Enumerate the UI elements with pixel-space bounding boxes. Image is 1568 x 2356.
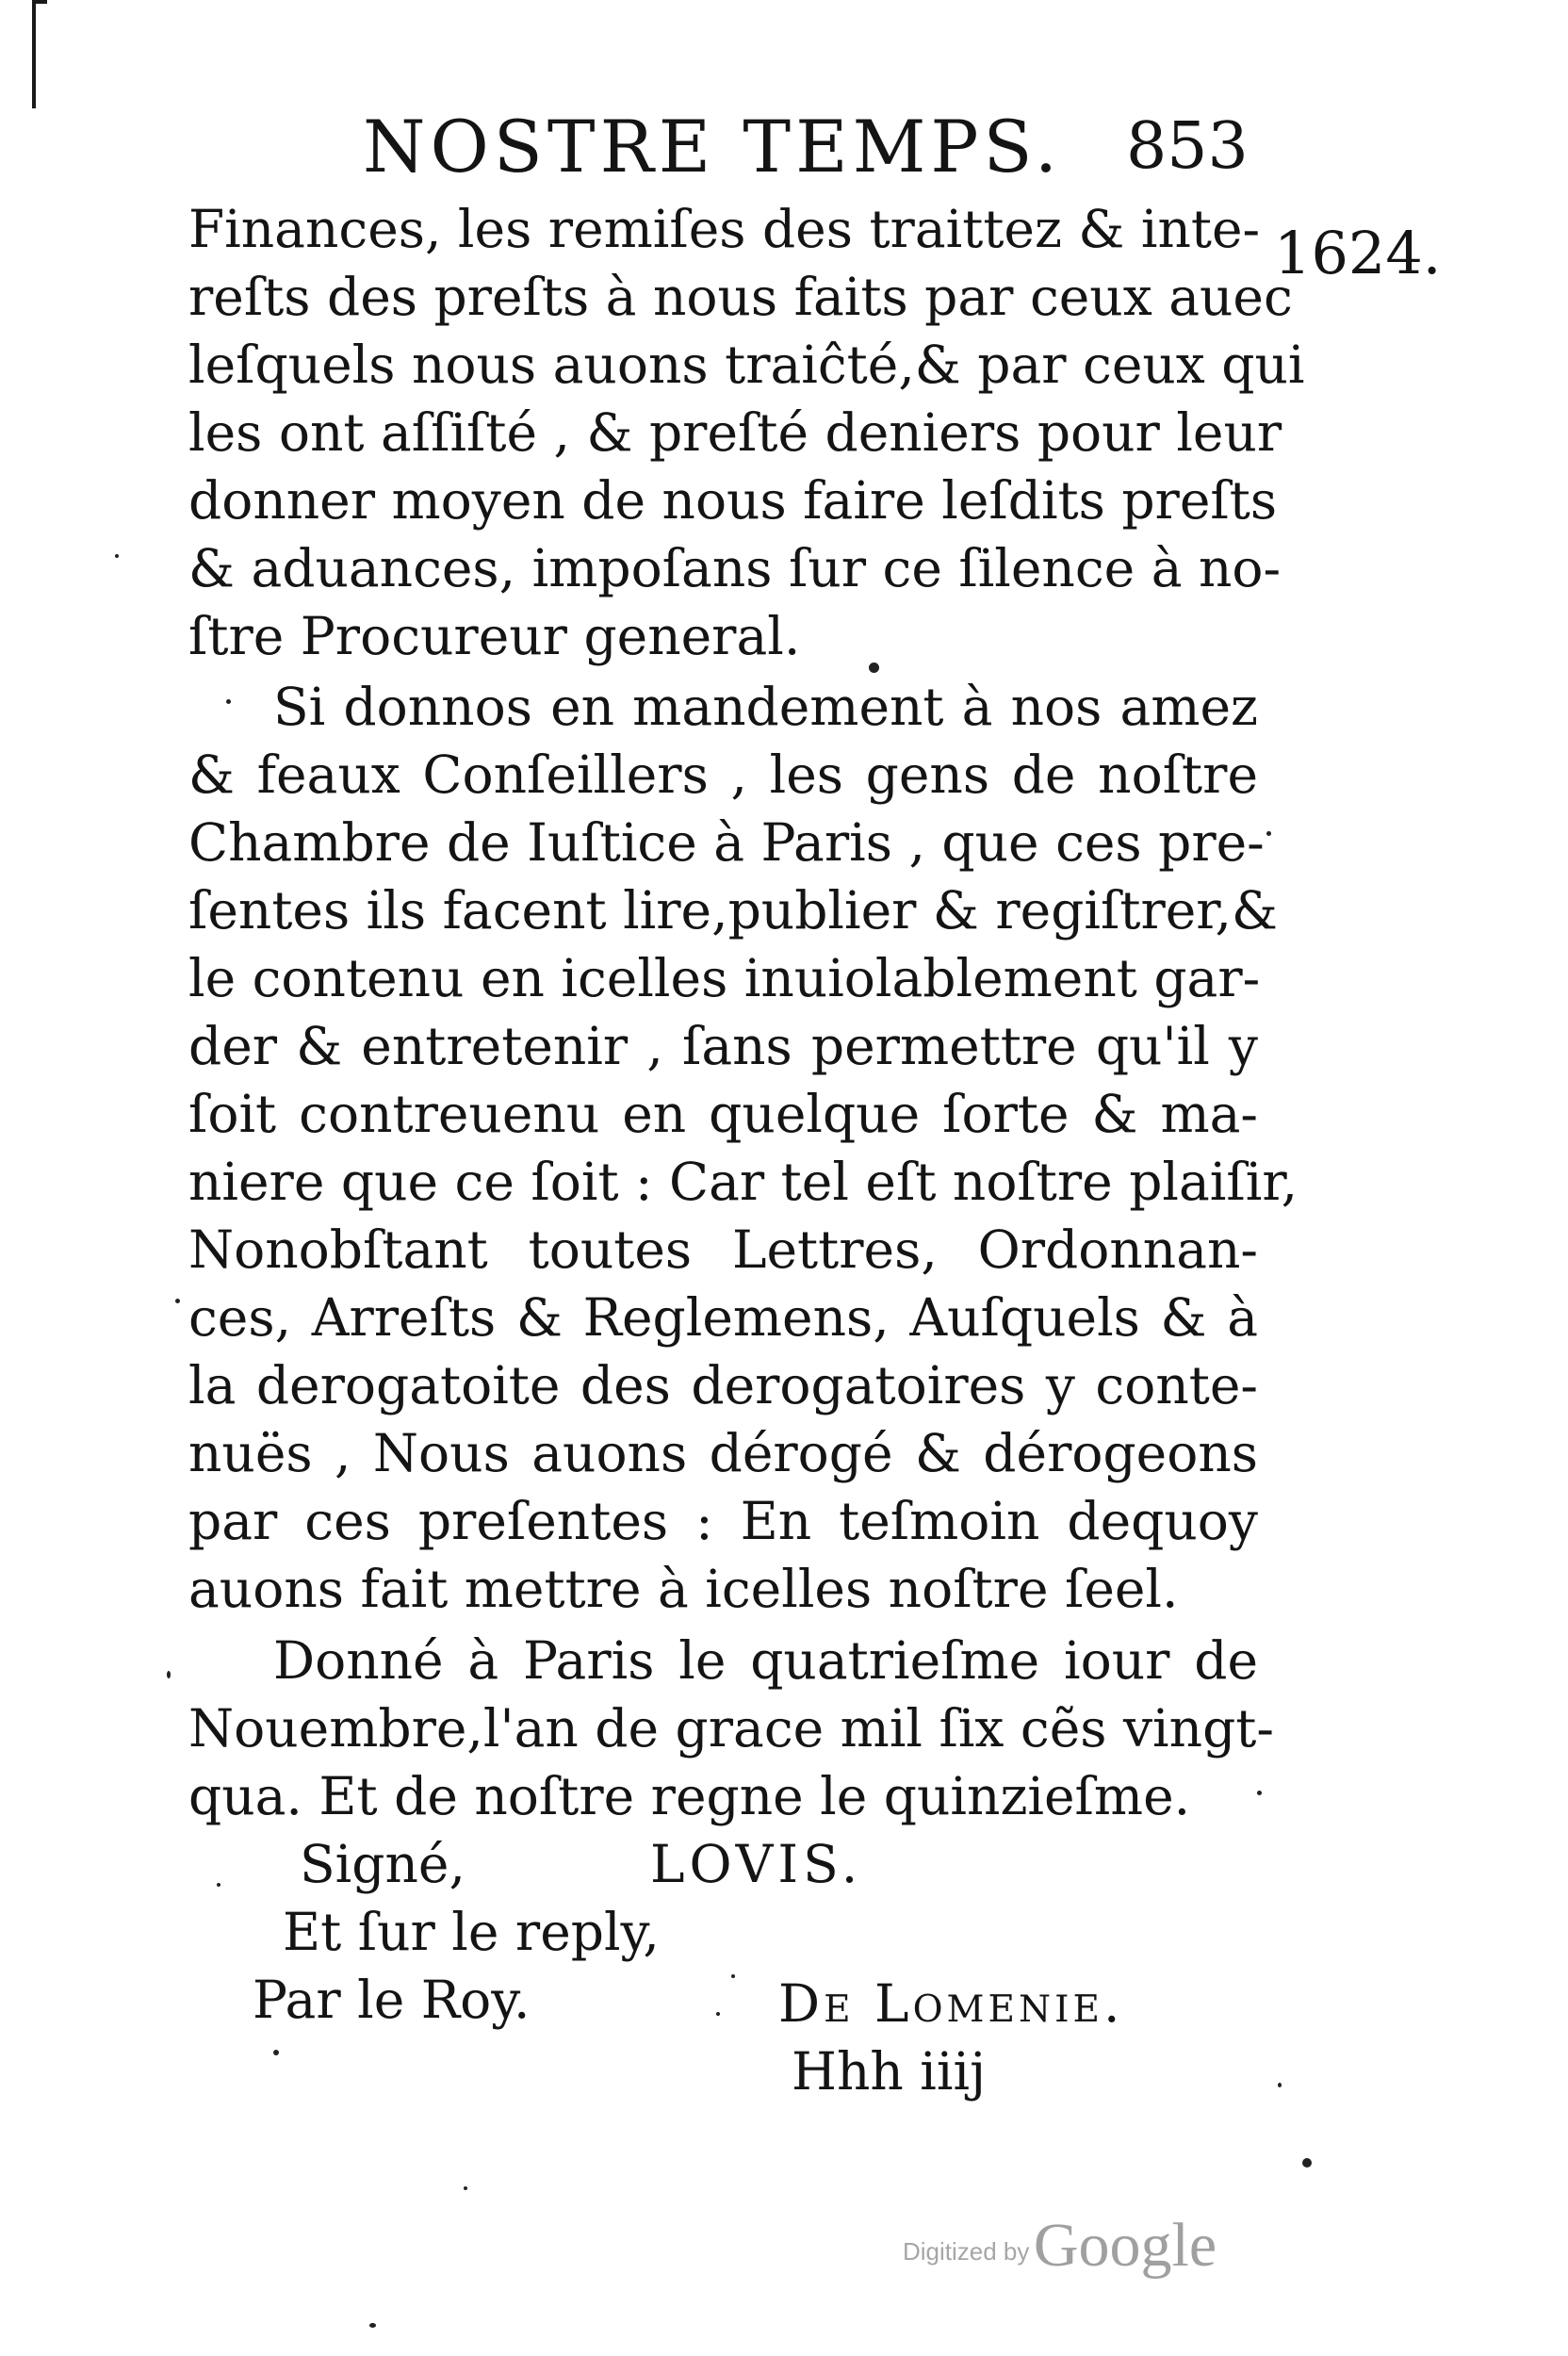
text-line: Si donnos en mandement à nos amez	[273, 677, 1258, 737]
text-line: & feaux Conſeillers , les gens de noſtre	[188, 744, 1258, 805]
running-title: NOSTRE TEMPS.	[363, 105, 1063, 188]
text-line: nuës , Nous auons dérogé & dérogeons	[188, 1423, 1258, 1483]
ink-speck	[1302, 2158, 1312, 2168]
text-line: ſoit contreuenu en quelque ſorte & ma-	[188, 1084, 1258, 1144]
text-line: ces, Arreſts & Reglemens, Auſquels & à	[188, 1287, 1258, 1348]
ink-speck	[217, 1883, 220, 1887]
margin-year-note: 1624.	[1274, 219, 1442, 287]
google-watermark	[903, 2210, 1217, 2282]
ink-speck	[167, 1671, 171, 1678]
ink-speck	[1266, 831, 1271, 836]
text-line: ſentes ils facent lire,publier & regiſtrer,&	[188, 880, 1278, 941]
text-line: niere que ce ſoit : Car tel eſt noſtre plaiſir,	[188, 1152, 1298, 1212]
reply-note: Et ſur le reply,	[283, 1902, 660, 1962]
text-line: qua. Et de noſtre regne le quinzieſme.	[188, 1766, 1191, 1826]
text-line: donner moyen de nous faire leſdits preſts	[188, 470, 1278, 531]
ink-speck	[369, 2323, 376, 2328]
page-edge-tick	[34, 0, 47, 4]
king-signature: LOVIS.	[650, 1834, 863, 1894]
google-logo: Google	[1033, 2211, 1217, 2280]
ink-speck	[731, 1974, 735, 1978]
page-edge-rule	[32, 0, 36, 108]
ink-speck	[115, 554, 119, 558]
text-line: Donné à Paris le quatrieſme iour de	[273, 1630, 1258, 1691]
text-line: Chambre de Iuſtice à Paris , que ces pre-	[188, 812, 1265, 873]
ink-speck	[1257, 1791, 1262, 1795]
text-line: le contenu en icelles inuiolablement gar-	[188, 948, 1261, 1008]
text-line: leſquels nous auons traiĉté,& par ceux qui	[188, 335, 1305, 395]
ink-speck	[869, 663, 879, 673]
text-line: reſts des preſts à nous faits par ceux auec	[188, 267, 1293, 327]
ink-speck	[273, 2050, 279, 2055]
ink-speck	[175, 1299, 180, 1303]
text-line: Finances, les remiſes des traittez & inte-	[188, 199, 1261, 259]
text-line: der & entretenir , ſans permettre qu'il y	[188, 1016, 1258, 1076]
text-line: Nonobſtant toutes Lettres, Ordonnan-	[188, 1219, 1258, 1280]
par-le-roy: Par le Roy.	[253, 1970, 531, 2030]
signature-mark: Hhh iiij	[792, 2041, 987, 2102]
text-line: ſtre Procureur general.	[188, 606, 801, 666]
ink-speck	[716, 2012, 720, 2016]
text-line: auons fait mettre à icelles noſtre ſeel.	[188, 1559, 1179, 1619]
signe-label: Signé,	[300, 1834, 466, 1894]
ink-speck	[226, 699, 231, 704]
page-number: 853	[1126, 109, 1249, 184]
text-line: & aduances, impoſans ſur ce ſilence à no-	[188, 538, 1282, 598]
ink-speck	[464, 2186, 467, 2190]
text-line: Nouembre,l'an de grace mil ſix cẽs vingt-	[188, 1698, 1274, 1759]
watermark-prefix: Digitized by	[903, 2237, 1030, 2266]
secretary-signature: De Lomenie.	[778, 1973, 1124, 2034]
text-line: les ont aſſiſté , & preſté deniers pour leur	[188, 402, 1282, 463]
text-line: la derogatoite des derogatoires y conte-	[188, 1355, 1258, 1415]
ink-speck	[1278, 2083, 1282, 2087]
text-line: par ces preſentes : En teſmoin dequoy	[188, 1491, 1258, 1551]
